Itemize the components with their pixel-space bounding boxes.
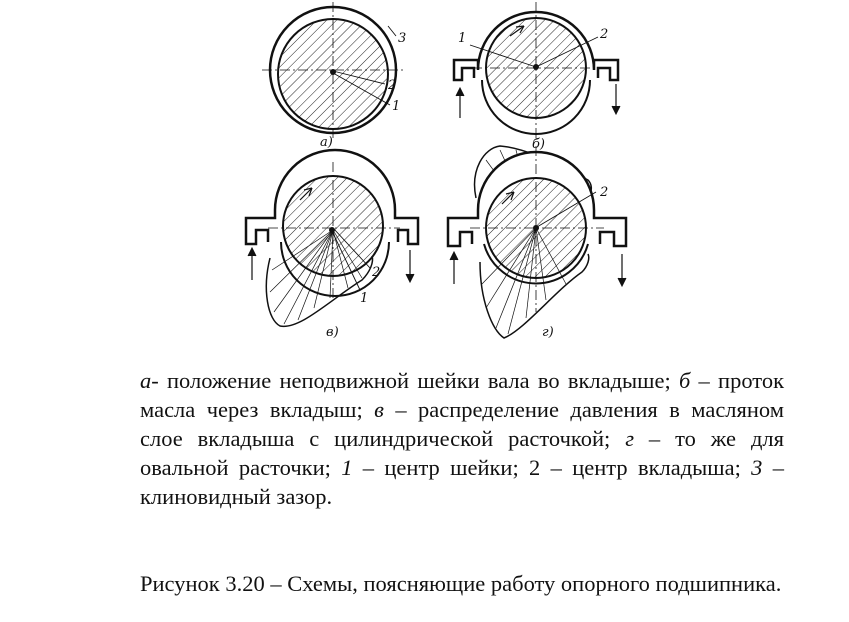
leader-3 — [388, 26, 396, 36]
label-v-1: 1 — [360, 291, 369, 306]
scheme-b — [454, 2, 620, 140]
label-g-2: 2 — [600, 185, 609, 200]
scheme-g — [448, 146, 626, 338]
label-v-2: 2 — [372, 265, 381, 280]
label-b-2: 2 — [600, 27, 609, 42]
tag-a: а) — [320, 135, 333, 150]
label-b-1: 1 — [458, 31, 467, 46]
tag-b: б) — [532, 137, 546, 152]
legend-key-3: 3 — [751, 455, 763, 480]
legend-text-1-2: – центр шейки; 2 – центр вкладыша; — [352, 455, 752, 480]
legend-key-b: б — [678, 368, 691, 393]
scheme-a — [262, 2, 407, 138]
figure-caption — [140, 569, 784, 598]
tag-v: в) — [326, 325, 339, 340]
tag-g: г) — [542, 325, 554, 340]
legend-text-g: – то же для овальной расточки; — [140, 426, 785, 480]
legend-text-v: – распределение давления в масляном слое вкладыша с цилиндрической расточкой; — [140, 397, 784, 451]
legend-text-b: – проток масла через вкладыш; — [140, 368, 785, 422]
label-a-2: 2 — [388, 78, 397, 93]
legend-text-3: – клиновидный зазор. — [140, 455, 784, 509]
legend-key-a: а — [140, 368, 152, 393]
label-a-3: 3 — [398, 31, 407, 46]
legend-key-v: в — [374, 397, 384, 422]
scheme-v — [246, 150, 418, 326]
legend-text-a: - положение неподвижной шейки вала во вкладыше; — [151, 368, 671, 393]
caption-text: Рисунок 3.20 – Схемы, поясняющие работу опорного подшипника. — [140, 571, 782, 596]
legend-key-g: г — [625, 426, 634, 451]
legend-key-1: 1 — [341, 455, 353, 480]
figure-legend — [140, 366, 784, 511]
label-a-1: 1 — [392, 99, 401, 114]
